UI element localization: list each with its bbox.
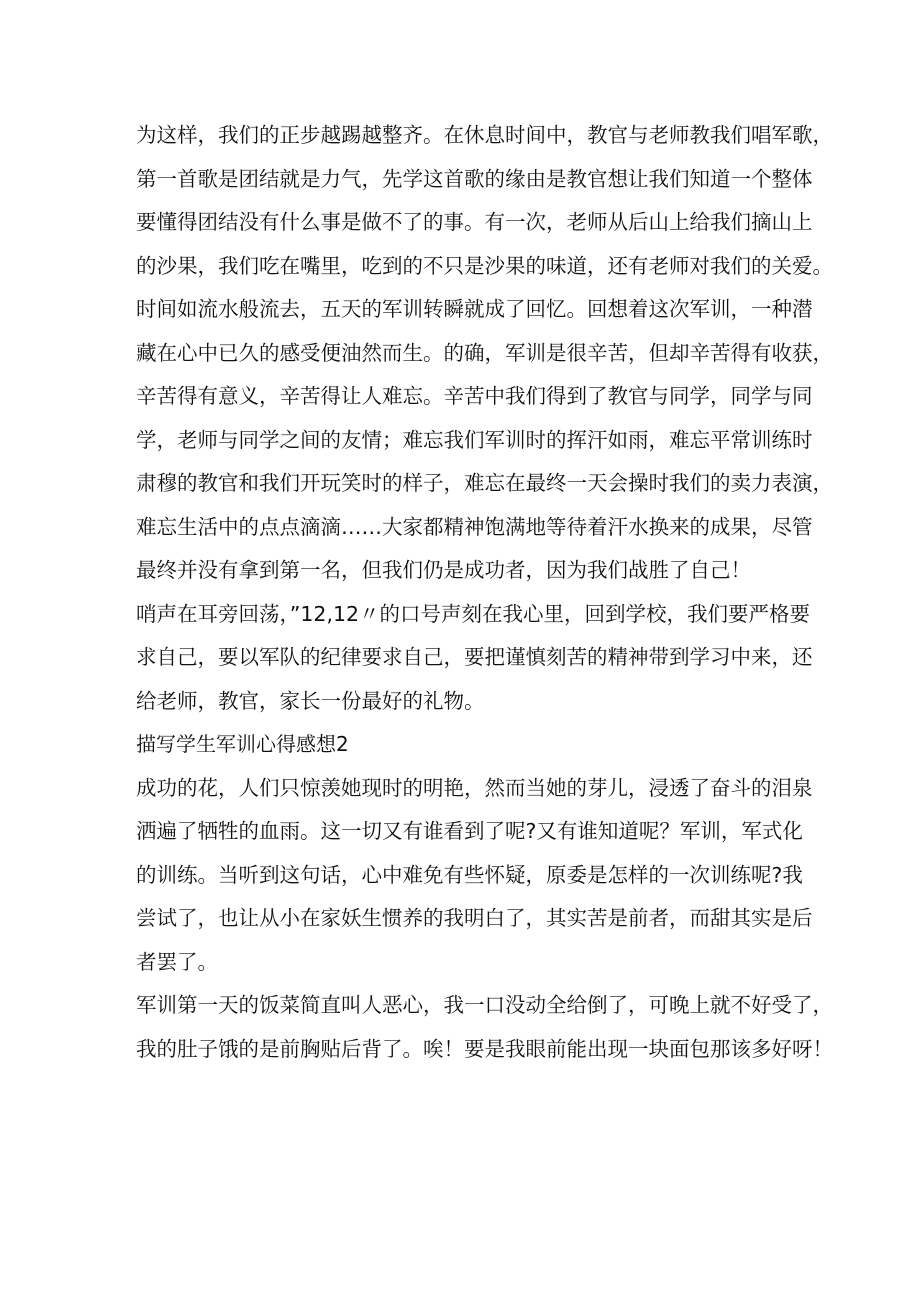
text-line: 的训练。当听到这句话，心中难免有些怀疑，原委是怎样的一次训练呢?我 [136, 862, 803, 887]
text-line: 成功的花，人们只惊羡她现时的明艳，然而当她的芽儿，浸透了奋斗的泪泉 [136, 775, 813, 800]
text-line: 我的肚子饿的是前胸贴后背了。唉！要是我眼前能出现一块面包那该多好呀！ [136, 1036, 833, 1061]
text-line: 最终并没有拿到第一名，但我们仍是成功者，因为我们战胜了自己！ [136, 558, 751, 582]
text-line: 时间如流水般流去，五天的军训转瞬就成了回忆。回想着这次军训，一种潜 [136, 297, 813, 321]
text-line: 军训第一天的饭菜简直叫人恶心，我一口没动全给倒了，可晚上就不好受了， [136, 993, 833, 1017]
document-body [136, 114, 833, 1071]
text-line: 辛苦得有意义，辛苦得让人难忘。辛苦中我们得到了教官与同学，同学与同 [136, 384, 813, 408]
text-line: 的沙果，我们吃在嘴里，吃到的不只是沙果的味道，还有老师对我们的关爱。 [136, 253, 833, 278]
text-line: 肃穆的教官和我们开玩笑时的样子，难忘在最终一天会操时我们的卖力表演， [136, 471, 833, 495]
text-line: 者罢了。 [136, 949, 218, 974]
text-line: 为这样，我们的正步越踢越整齐。在休息时间中，教官与老师教我们唱军歌， [136, 123, 833, 147]
text-line: 给老师，教官，家长一份最好的礼物。 [136, 688, 485, 713]
section-heading-text: 描写学生军训心得感想2 [136, 732, 349, 756]
paragraph-4 [136, 767, 813, 985]
text-line: 哨声在耳旁回荡，”12,12〃的口号声刻在我心里，回到学校，我们要严格要 [136, 601, 811, 626]
text-line: 藏在心中已久的感受便油然而生。的确，军训是很辛苦，但却辛苦得有收获， [136, 340, 833, 365]
paragraph-5 [136, 984, 833, 1071]
paragraph-1 [136, 114, 833, 288]
text-line: 第一首歌是团结就是力气，先学这首歌的缘由是教官想让我们知道一个整体 [136, 166, 813, 191]
text-line: 难忘生活中的点点滴滴……大家都精神饱满地等待着汗水换来的成果，尽管 [136, 514, 813, 539]
text-line: 洒遍了牺牲的血雨。这一切又有谁看到了呢?又有谁知道呢？军训，军式化 [136, 819, 803, 843]
text-line: 要懂得团结没有什么事是做不了的事。有一次，老师从后山上给我们摘山上 [136, 210, 813, 234]
paragraph-2 [136, 288, 833, 593]
section-heading [136, 723, 800, 767]
text-line: 学，老师与同学之间的友情；难忘我们军训时的挥汗如雨，难忘平常训练时 [136, 427, 813, 452]
text-line: 求自己，要以军队的纪律要求自己，要把谨慎刻苦的精神带到学习中来，还 [136, 645, 813, 669]
text-line: 尝试了，也让从小在家妖生惯养的我明白了，其实苦是前者，而甜其实是后 [136, 906, 813, 930]
paragraph-3 [136, 593, 813, 724]
